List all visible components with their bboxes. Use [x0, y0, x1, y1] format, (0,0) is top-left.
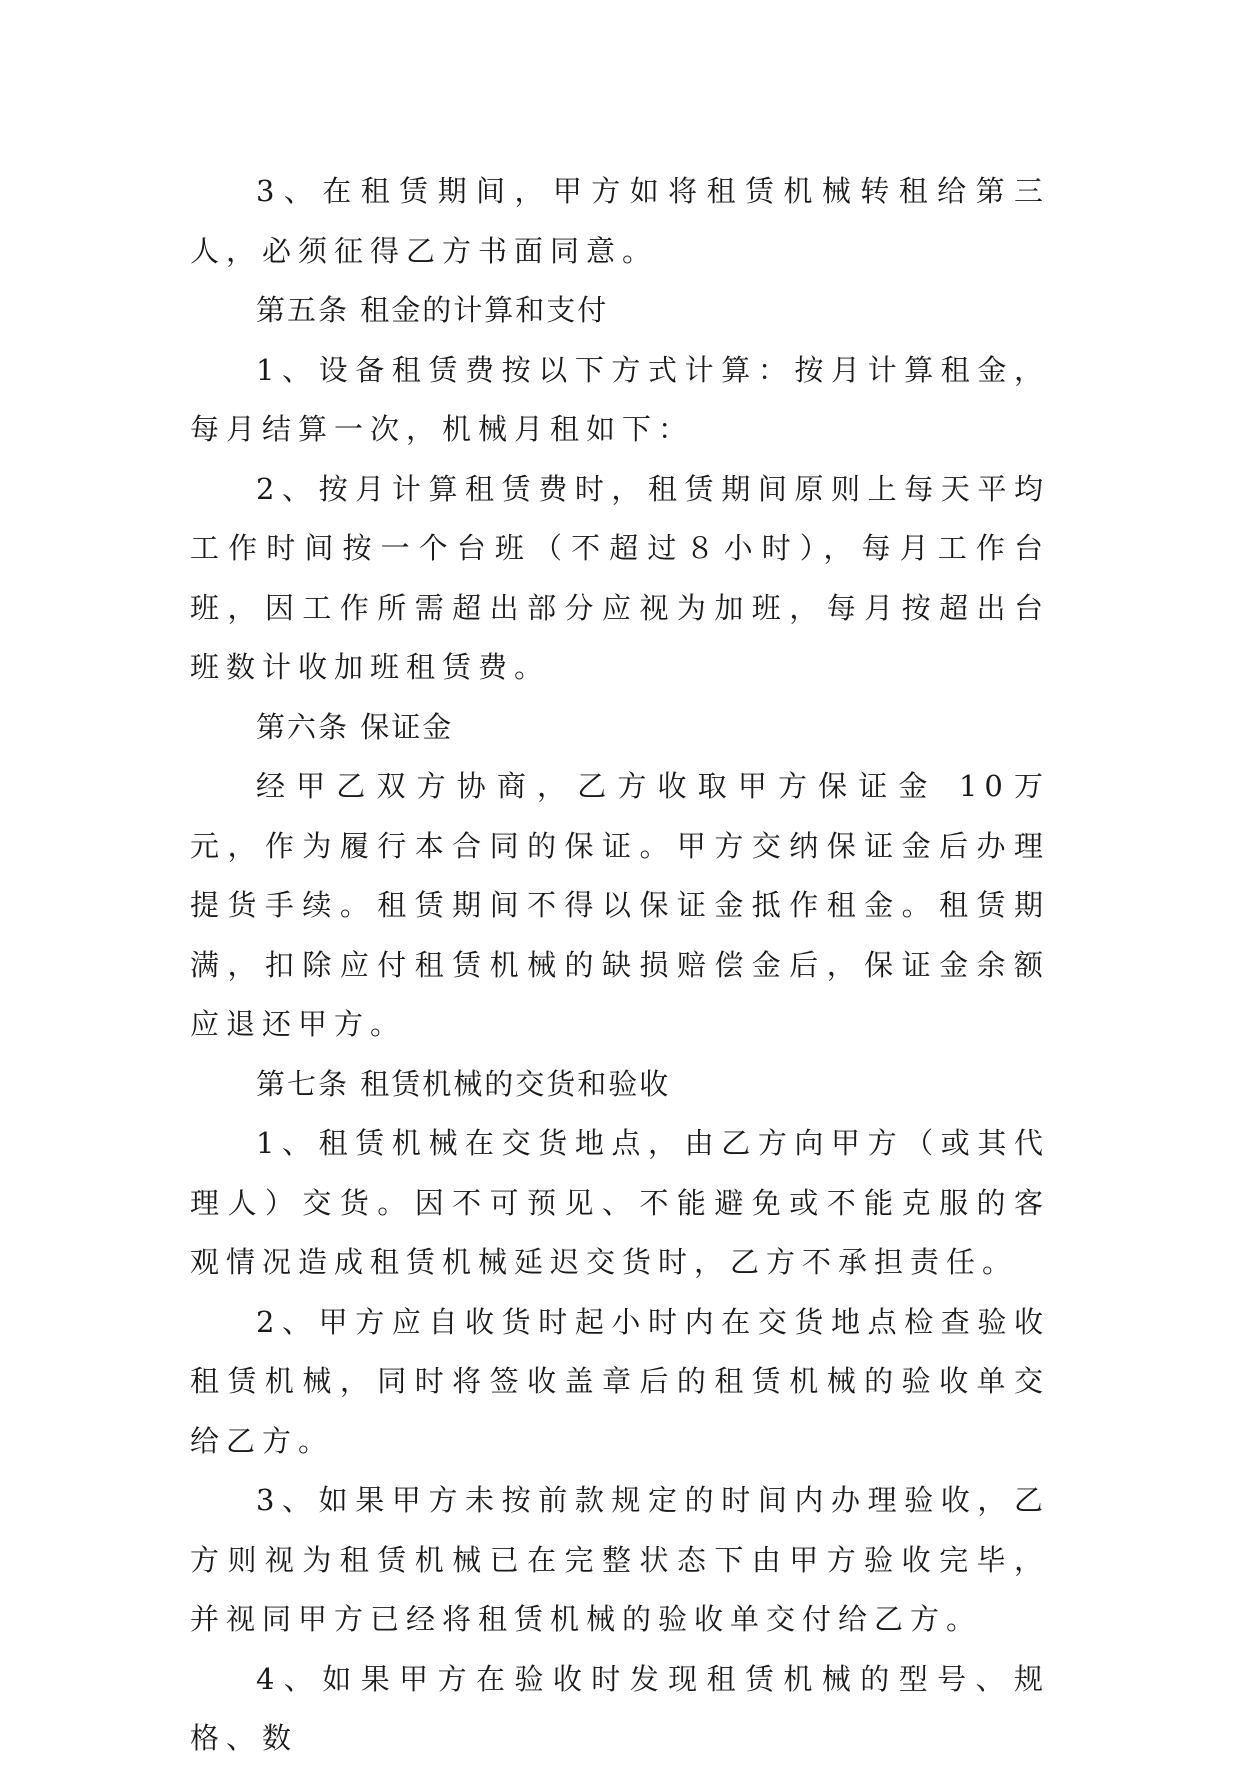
heading-article-6: 第六条 保证金: [256, 709, 454, 744]
paragraph-deposit: 经甲乙双方协商，乙方收取甲方保证金 10万 元，作为履行本合同的保证。甲方交纳保证金后办理提货手续。租赁期间不得以保证金抵作租金。租赁期满，扣除应付租赁机械的缺损赔偿金后，保证金余额应退还甲方。: [190, 769, 1050, 1041]
paragraph-clause-7-4: 4、如果甲方在验收时发现租赁机械的型号、规格、数: [190, 1661, 1050, 1755]
paragraph-clause-7-2: 2、甲方应自收货时起小时内在交货地点检查验收租赁机械，同时将签收盖章后的租赁机械的验收单交给乙方。: [190, 1304, 1050, 1458]
paragraph-clause-5-1: 1、设备租赁费按以下方式计算：按月计算租金，每月结算一次，机械月租如下：: [190, 352, 1050, 446]
paragraph-clause-5-2: 2、按月计算租赁费时，租赁期间原则上每天平均工作时间按一个台班（不超过８小时），每月工作台班，因工作所需超出部分应视为加班，每月按超出台班数计收加班租赁费。: [190, 471, 1050, 684]
paragraph-clause-4-3: 3、在租赁期间，甲方如将租赁机械转租给第三人，必须征得乙方书面同意。: [190, 174, 1050, 268]
heading-article-7: 第七条 租赁机械的交货和验收: [256, 1066, 671, 1101]
heading-article-5: 第五条 租金的计算和支付: [256, 293, 609, 327]
document-body: [190, 162, 1050, 1769]
paragraph-clause-7-3: 3、如果甲方未按前款规定的时间内办理验收，乙方则视为租赁机械已在完整状态下由甲方验收完毕，并视同甲方已经将租赁机械的验收单交付给乙方。: [190, 1483, 1050, 1636]
paragraph-clause-7-1: 1、租赁机械在交货地点，由乙方向甲方（或其代理人）交货。因不可预见、不能避免或不能克服的客观情况造成租赁机械延迟交货时，乙方不承担责任。: [190, 1126, 1050, 1279]
